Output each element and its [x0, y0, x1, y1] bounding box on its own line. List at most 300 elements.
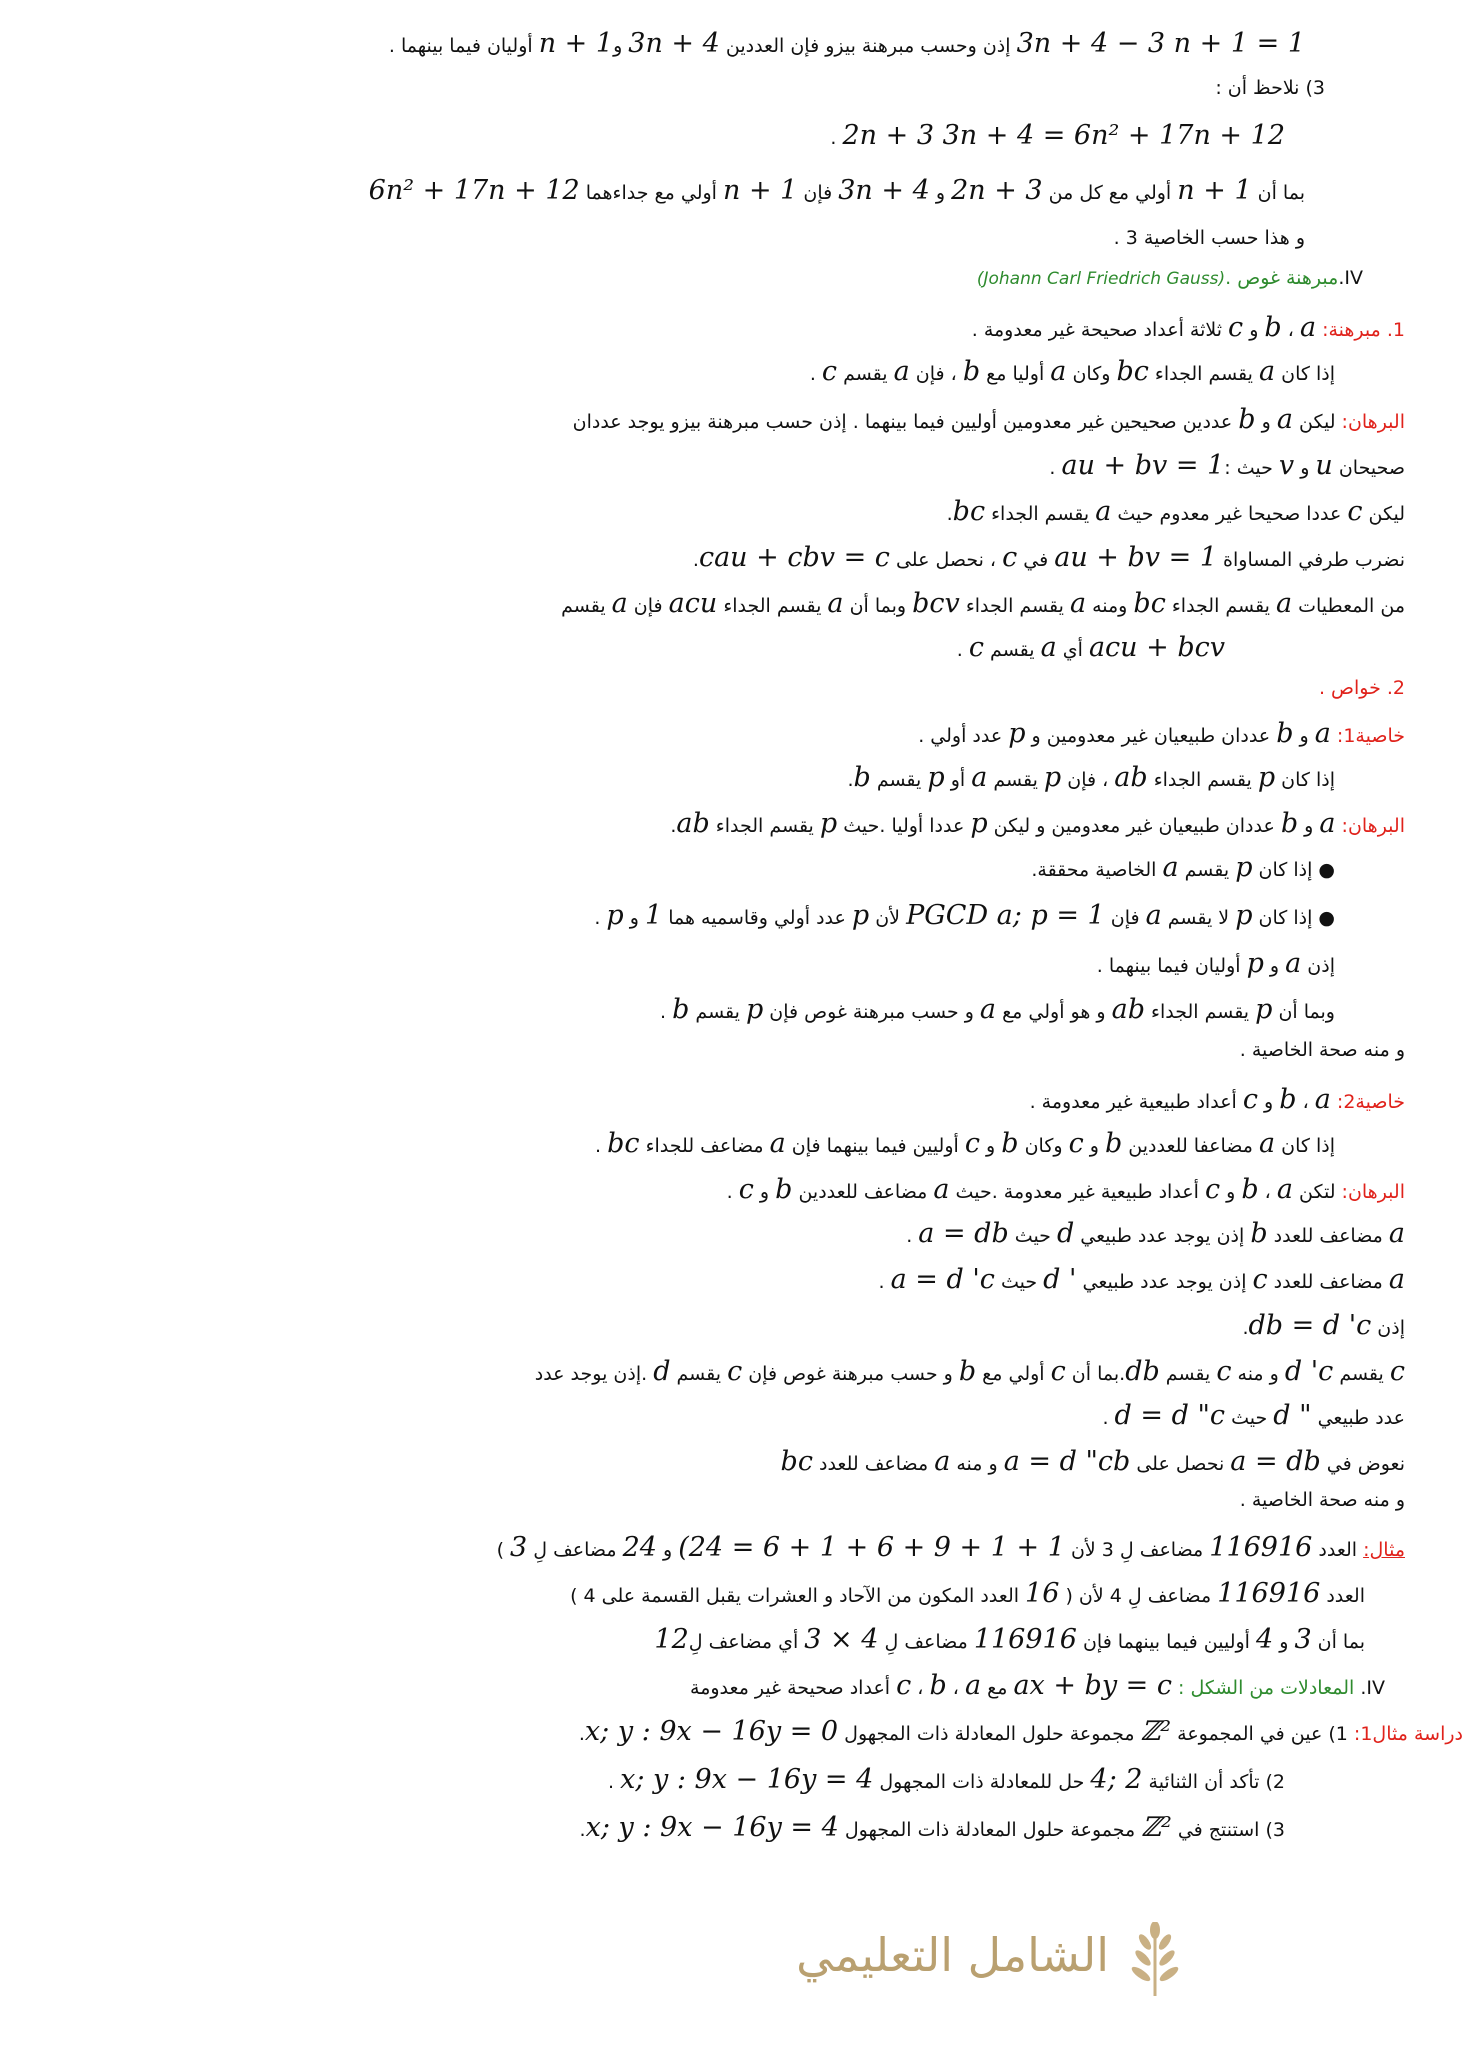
arabic-text: و [1243, 319, 1265, 341]
arabic-text: عددان طبيعيان غير معدومين و [1025, 725, 1277, 747]
arabic-text: إذن [1371, 1317, 1405, 1339]
arabic-text: و [656, 1539, 679, 1561]
arabic-text: و حسب مبرهنة غوص فإن [763, 1001, 980, 1023]
arabic-text: عددان طبيعيان غير معدومين و ليكن [987, 815, 1281, 837]
math-expression: n + 1 [538, 28, 614, 59]
arabic-text: 3) نلاحظ أن : [1215, 77, 1325, 99]
arabic-text: و منه [950, 1453, 1004, 1475]
arabic-text: ، [911, 1677, 930, 1699]
math-expression: ab [676, 808, 710, 839]
math-expression: 4 [1255, 1624, 1274, 1655]
math-expression: c [727, 1356, 743, 1387]
arabic-text: و [1257, 1091, 1280, 1113]
math-expression: b [929, 1670, 947, 1701]
text-line [0, 678, 1463, 700]
text-line [0, 1400, 1463, 1431]
math-expression: b [672, 994, 690, 1025]
math-expression: c [1389, 1356, 1405, 1387]
math-expression: b [853, 762, 871, 793]
math-expression: p [1255, 994, 1273, 1025]
arabic-text: فإن [627, 595, 669, 617]
text-line [0, 1532, 1463, 1563]
arabic-text: IV. [1338, 267, 1363, 289]
arabic-text: أوليان فيما بينهما . [388, 35, 539, 57]
text-line [0, 78, 1463, 100]
arabic-text: أي مضاعف لِ [688, 1631, 805, 1653]
text-line [0, 852, 1463, 883]
arabic-text: مجموعة حلول المعادلة ذات المجهول [838, 1819, 1142, 1841]
math-expression: b [1280, 808, 1299, 839]
math-expression: c [1252, 1264, 1268, 1295]
text-line [0, 900, 1463, 931]
arabic-text: نعوض في [1320, 1453, 1405, 1475]
text-line [0, 632, 1463, 663]
math-expression: a [964, 1670, 982, 1701]
math-expression: ℤ² [1141, 1812, 1172, 1843]
text-line [0, 1812, 1463, 1843]
math-expression: ℤ² [1140, 1716, 1172, 1747]
math-expression: p [851, 900, 870, 931]
math-expression: c [968, 632, 985, 663]
text-line [0, 228, 1463, 250]
math-expression: 116916 [973, 1624, 1077, 1655]
arabic-text: يقسم الجداء [709, 815, 820, 837]
math-expression: 1 [644, 900, 663, 931]
text-line [0, 1264, 1463, 1295]
arabic-text: يقسم الجداء [1145, 1001, 1256, 1023]
arabic-text: ، [1281, 319, 1300, 341]
arabic-text: مضاعف لِ 3 لأن [1064, 1539, 1210, 1561]
math-expression: x; y : 9x − 16y = 4 [620, 1764, 874, 1795]
arabic-text: مضاعف لِ [878, 1631, 974, 1653]
arabic-text: . [670, 815, 677, 837]
arabic-text: . [830, 127, 843, 149]
arabic-text: لا يقسم [1161, 907, 1236, 929]
arabic-text: البرهان: [1335, 411, 1405, 433]
math-expression: c [1228, 312, 1244, 343]
arabic-text: مضاعف لِ 4 لأن ( [1059, 1585, 1218, 1607]
math-expression: 3 [510, 1532, 528, 1563]
math-expression: a [1069, 588, 1087, 619]
text-line [0, 404, 1463, 435]
math-expression: bc [1116, 356, 1149, 387]
arabic-text: ● إذا كان [1252, 859, 1335, 881]
math-expression: d [1056, 1218, 1075, 1249]
math-expression: a [1388, 1218, 1405, 1249]
text-line [0, 948, 1463, 979]
text-line [0, 542, 1463, 573]
arabic-text: 2. خواص . [1318, 677, 1405, 699]
math-expression: a [1275, 588, 1293, 619]
arabic-text: يقسم [689, 1001, 746, 1023]
text-line [0, 1356, 1463, 1387]
math-expression: d [653, 1356, 671, 1387]
text-line [0, 120, 1463, 151]
math-expression: c [738, 1174, 754, 1205]
arabic-text: إذن يوجد عدد طبيعي [1074, 1225, 1251, 1247]
arabic-text: مع [981, 1677, 1014, 1699]
arabic-text: وكان [1066, 363, 1117, 385]
math-expression: a [827, 588, 844, 619]
text-line [0, 1716, 1463, 1747]
arabic-text: يقسم الجداء [1147, 769, 1258, 791]
arabic-text: خاصية1: [1330, 725, 1405, 747]
text-line [0, 28, 1463, 59]
math-expression: c [821, 356, 838, 387]
arabic-text: لأن [869, 907, 907, 929]
math-expression: a [979, 994, 997, 1025]
math-expression: ax + by = c [1013, 1670, 1172, 1701]
math-expression: 2n + 3 3n + 4 = 6n² + 17n + 12 [842, 120, 1285, 151]
text-line [0, 762, 1463, 793]
math-expression: b [1279, 1084, 1297, 1115]
math-expression: c [1242, 1084, 1258, 1115]
arabic-text: . [595, 1135, 608, 1157]
arabic-text: مبرهنة غوص . [1225, 267, 1339, 289]
math-expression: c [1204, 1174, 1221, 1205]
arabic-text: وبما أن [843, 595, 913, 617]
arabic-text: عدد طبيعي [1311, 1407, 1405, 1429]
logo-text: الشامل التعليمي [796, 1928, 1109, 1982]
arabic-text: . [579, 1819, 586, 1841]
math-expression: c [1068, 1128, 1084, 1159]
text-line [0, 1218, 1463, 1249]
math-expression: a [1050, 356, 1067, 387]
text-line [0, 268, 1463, 290]
math-expression: 116916 [1209, 1532, 1313, 1563]
arabic-text: و [753, 1181, 776, 1203]
arabic-text: حل للمعادلة ذات المجهول [873, 1771, 1091, 1793]
math-expression: d ' [1043, 1264, 1077, 1295]
text-line [0, 356, 1463, 387]
arabic-text: يقسم الجداء [717, 595, 828, 617]
arabic-text: من المعطيات [1292, 595, 1405, 617]
arabic-text: صحيحان [1332, 457, 1405, 479]
math-expression: db [1125, 1356, 1160, 1387]
math-expression: x; y : 9x − 16y = 0 [584, 1716, 839, 1747]
arabic-text: أعداد طبيعية غير معدومة .حيث [949, 1181, 1205, 1203]
arabic-text: . [578, 1723, 585, 1745]
math-expression: p [1235, 852, 1253, 883]
arabic-text: ليكن [1292, 411, 1336, 433]
math-expression: bc [607, 1128, 640, 1159]
math-expression: 2n + 3 [951, 175, 1043, 206]
math-expression: 24 [622, 1532, 657, 1563]
arabic-text: مضاعف للعدد [1267, 1225, 1389, 1247]
math-expression: ab [1114, 762, 1148, 793]
math-expression: (24 = 6 + 1 + 6 + 9 + 1 + 1 [678, 1532, 1065, 1563]
arabic-text: ، فإن [909, 363, 963, 385]
arabic-text: أي [1056, 639, 1089, 661]
arabic-text: و منه صحة الخاصية . [1239, 1489, 1405, 1511]
math-expression: c [1050, 1356, 1066, 1387]
arabic-text: حيث [1225, 1407, 1274, 1429]
text-line [0, 994, 1463, 1025]
arabic-text: أوليين فيما بينهما فإن [785, 1135, 965, 1157]
math-expression: p [927, 762, 945, 793]
math-expression: a [611, 588, 628, 619]
arabic-text: 3) استنتج في [1171, 1819, 1285, 1841]
arabic-text: إذا كان [1275, 769, 1335, 791]
math-expression: db = d 'c [1248, 1310, 1372, 1341]
arabic-text: و [1293, 725, 1315, 747]
arabic-text: مجموعة حلول المعادلة ذات المجهول [838, 1723, 1141, 1745]
math-expression: a [1299, 312, 1317, 343]
arabic-text: و [1083, 1135, 1105, 1157]
arabic-text: . [906, 1225, 919, 1247]
math-expression: a [1388, 1264, 1405, 1295]
math-expression: d " [1273, 1400, 1312, 1431]
arabic-text: عدد أولي وقاسميه هما [662, 907, 852, 929]
math-expression: bcv [912, 588, 960, 619]
arabic-text: 1. مبرهنة: [1316, 319, 1405, 341]
text-line [0, 175, 1463, 206]
math-expression: p [1043, 762, 1062, 793]
arabic-text: أوليين فيما بينهما فإن [1076, 1631, 1256, 1653]
math-expression: c [896, 1670, 912, 1701]
math-expression: ab [1111, 994, 1145, 1025]
arabic-text: مضاعف للعدد [812, 1453, 935, 1475]
text-line [0, 1624, 1463, 1655]
arabic-text: يقسم [561, 595, 612, 617]
arabic-text: العدد [1312, 1539, 1364, 1561]
arabic-text: إذا كان [1275, 363, 1335, 385]
math-expression: a = d 'c [890, 1264, 995, 1295]
arabic-text: مضاعف لِ [527, 1539, 623, 1561]
math-expression: a [971, 762, 988, 793]
arabic-text: دراسة مثال1: [1353, 1723, 1463, 1745]
math-expression: a [1319, 808, 1336, 839]
math-expression: bc [1133, 588, 1166, 619]
math-expression: a [933, 1174, 950, 1205]
arabic-text: يقسم [837, 363, 894, 385]
math-expression: p [1008, 718, 1026, 749]
math-expression: p [819, 808, 838, 839]
text-line [0, 808, 1463, 839]
arabic-text: .بما أن [1065, 1363, 1126, 1385]
arabic-text: بما أن [1311, 1631, 1365, 1653]
arabic-text: نحصل على [1130, 1453, 1231, 1475]
math-expression: a [1162, 852, 1179, 883]
arabic-text: ، [946, 1677, 965, 1699]
math-expression: PGCD a; p = 1 [906, 900, 1105, 931]
math-expression: u [1315, 450, 1333, 481]
math-expression: c [1347, 496, 1363, 527]
arabic-text: نضرب طرفي المساواة [1217, 549, 1405, 571]
math-expression: a [1276, 404, 1293, 435]
math-expression: 16 [1025, 1578, 1060, 1609]
arabic-text: عددا أوليا .حيث [837, 815, 971, 837]
arabic-text: أوليا مع [980, 363, 1051, 385]
arabic-text: .إذن يوجد عدد [534, 1363, 654, 1385]
text-line [0, 1446, 1463, 1477]
math-expression: a [1285, 948, 1302, 979]
arabic-text: عدد أولي . [918, 725, 1009, 747]
arabic-text: مثال: [1363, 1539, 1405, 1561]
math-expression: a [1259, 356, 1276, 387]
gauss-name: (Johann Carl Friedrich Gauss) [976, 269, 1226, 289]
math-expression: a [1145, 900, 1162, 931]
arabic-text: يقسم [670, 1363, 728, 1385]
arabic-text: . [1049, 457, 1062, 479]
math-expression: cau + cbv = c [698, 542, 890, 573]
arabic-text: يقسم [987, 769, 1044, 791]
arabic-text: إذن يوجد عدد طبيعي [1076, 1271, 1253, 1293]
arabic-text: أو [944, 769, 972, 791]
math-expression: a = d "cb [1003, 1446, 1131, 1477]
arabic-text: و منه [1231, 1363, 1285, 1385]
math-expression: b [962, 356, 981, 387]
arabic-text: أعداد طبيعية غير معدومة . [1029, 1091, 1243, 1113]
math-expression: a [769, 1128, 786, 1159]
math-expression: bc [780, 1446, 813, 1477]
arabic-text: و [1294, 457, 1316, 479]
math-expression: 3n + 4 − 3 n + 1 = 1 [1016, 28, 1305, 59]
arabic-text: ، فإن [1061, 769, 1115, 791]
math-expression: a [1095, 496, 1112, 527]
arabic-text: مضاعف للعدد [1267, 1271, 1389, 1293]
arabic-text: و [1255, 411, 1277, 433]
arabic-text: 2) تأكد أن الثنائية [1142, 1771, 1285, 1793]
math-expression: b [958, 1356, 977, 1387]
arabic-text: . [692, 549, 699, 571]
arabic-text: و [1273, 1631, 1295, 1653]
math-expression: b [1241, 1174, 1259, 1205]
math-expression: 12 [654, 1624, 689, 1655]
arabic-text: فإن [797, 182, 839, 204]
arabic-text: يقسم [984, 639, 1041, 661]
arabic-text: أولي مع جداءهما [579, 182, 723, 204]
text-line [0, 496, 1463, 527]
math-expression: p [1246, 948, 1264, 979]
math-expression: a [934, 1446, 951, 1477]
math-expression: a = db [1230, 1446, 1321, 1477]
math-expression: au + bv = 1 [1054, 542, 1218, 573]
math-expression: bc [952, 496, 986, 527]
arabic-text: يقسم الجداء [959, 595, 1070, 617]
math-expression: a = db [918, 1218, 1009, 1249]
arabic-text: . [1102, 1407, 1115, 1429]
arabic-text: يقسم الجداء [1148, 363, 1259, 385]
math-expression: acu [668, 588, 718, 619]
text-line [0, 718, 1463, 749]
arabic-text: العدد المكون من الآحاد و العشرات يقبل القسمة على 4 ) [570, 1585, 1026, 1607]
text-line [0, 1040, 1463, 1062]
arabic-text: الخاصية محققة. [1031, 859, 1163, 881]
math-expression: 3 [1294, 1624, 1312, 1655]
text-line [0, 1174, 1463, 1205]
arabic-text: . [594, 907, 607, 929]
math-expression: b [1238, 404, 1256, 435]
math-expression: a [1040, 632, 1057, 663]
text-line [0, 1578, 1463, 1609]
arabic-text: البرهان: [1335, 815, 1405, 837]
arabic-text: يقسم الجداء [985, 503, 1096, 525]
arabic-text: عددين صحيحين غير معدومين أوليين فيما بينهما . إذن حسب مبرهنة بيزو يوجد عددان [572, 411, 1239, 433]
math-expression: c [964, 1128, 980, 1159]
arabic-text: . [726, 1181, 739, 1203]
arabic-text: ومنه [1086, 595, 1134, 617]
arabic-text: 1) عين في المجموعة [1171, 1723, 1354, 1745]
arabic-text: ، نحصل على [889, 549, 1003, 571]
math-expression: acu + bcv [1088, 632, 1225, 663]
arabic-text: . [1242, 1317, 1249, 1339]
math-expression: a [1259, 1128, 1276, 1159]
math-expression: b [1250, 1218, 1268, 1249]
math-expression: b [1264, 312, 1282, 343]
arabic-text: عددا صحيحا غير معدوم حيث [1111, 503, 1348, 525]
text-line [0, 1764, 1463, 1795]
arabic-text: . [847, 769, 854, 791]
math-expression: n + 1 [1177, 175, 1252, 206]
arabic-text: مضاعف للجداء [639, 1135, 770, 1157]
arabic-text: لتكن [1292, 1181, 1336, 1203]
text-line [0, 588, 1463, 619]
text-line [0, 1128, 1463, 1159]
arabic-text: إذن [1301, 955, 1335, 977]
arabic-text: البرهان: [1335, 1181, 1405, 1203]
arabic-text: ، [1296, 1091, 1315, 1113]
arabic-text: و منه صحة الخاصية . [1239, 1039, 1405, 1061]
arabic-text: ● إذا كان [1252, 907, 1335, 929]
arabic-text: IV. [1354, 1677, 1385, 1699]
arabic-text: يقسم الجداء [1165, 595, 1276, 617]
arabic-text: و [1263, 955, 1286, 977]
math-expression: d = d "c [1114, 1400, 1226, 1431]
arabic-text: خاصية2: [1330, 1091, 1405, 1113]
arabic-text: و [929, 182, 952, 204]
math-expression: b [1104, 1128, 1123, 1159]
arabic-text: مضاعف للعددين [792, 1181, 934, 1203]
math-expression: b [1001, 1128, 1019, 1159]
arabic-text: ) [496, 1539, 511, 1561]
text-line [0, 1670, 1463, 1701]
arabic-text: يقسم [1178, 859, 1236, 881]
arabic-text: . [956, 639, 969, 661]
math-expression: 116916 [1217, 1578, 1321, 1609]
arabic-text: . [809, 363, 822, 385]
arabic-text: ليكن [1362, 503, 1405, 525]
arabic-text: و [979, 1135, 1002, 1157]
arabic-text: و [623, 907, 645, 929]
arabic-text: إذن وحسب مبرهنة بيزو فإن العددين [719, 35, 1017, 57]
math-expression: d 'c [1284, 1356, 1334, 1387]
math-expression: a [1276, 1174, 1293, 1205]
math-expression: 6n² + 17n + 12 [368, 175, 580, 206]
math-expression: 3 × 4 [804, 1624, 879, 1655]
arabic-text: أولي مع [976, 1363, 1051, 1385]
arabic-text: إذا كان [1275, 1135, 1335, 1157]
math-expression: a [893, 356, 910, 387]
arabic-text: ، [1258, 1181, 1277, 1203]
arabic-text: فإن [1104, 907, 1146, 929]
arabic-text: يقسم [870, 769, 928, 791]
arabic-text: أوليان فيما بينهما . [1096, 955, 1247, 977]
math-expression: v [1278, 450, 1295, 481]
math-expression: au + bv = 1 [1061, 450, 1225, 481]
arabic-text: يقسم [1333, 1363, 1390, 1385]
text-line [0, 1084, 1463, 1115]
math-expression: c [1002, 542, 1018, 573]
math-expression: n + 1 [722, 175, 798, 206]
text-line [0, 312, 1463, 343]
text-line [0, 1310, 1463, 1341]
math-expression: 3n + 4 [628, 28, 720, 59]
arabic-text: و حسب مبرهنة غوص فإن [742, 1363, 959, 1385]
arabic-text: مضاعفا للعددين [1122, 1135, 1259, 1157]
arabic-text: حيث [994, 1271, 1044, 1293]
arabic-text: و هو أولي مع [996, 1001, 1112, 1023]
